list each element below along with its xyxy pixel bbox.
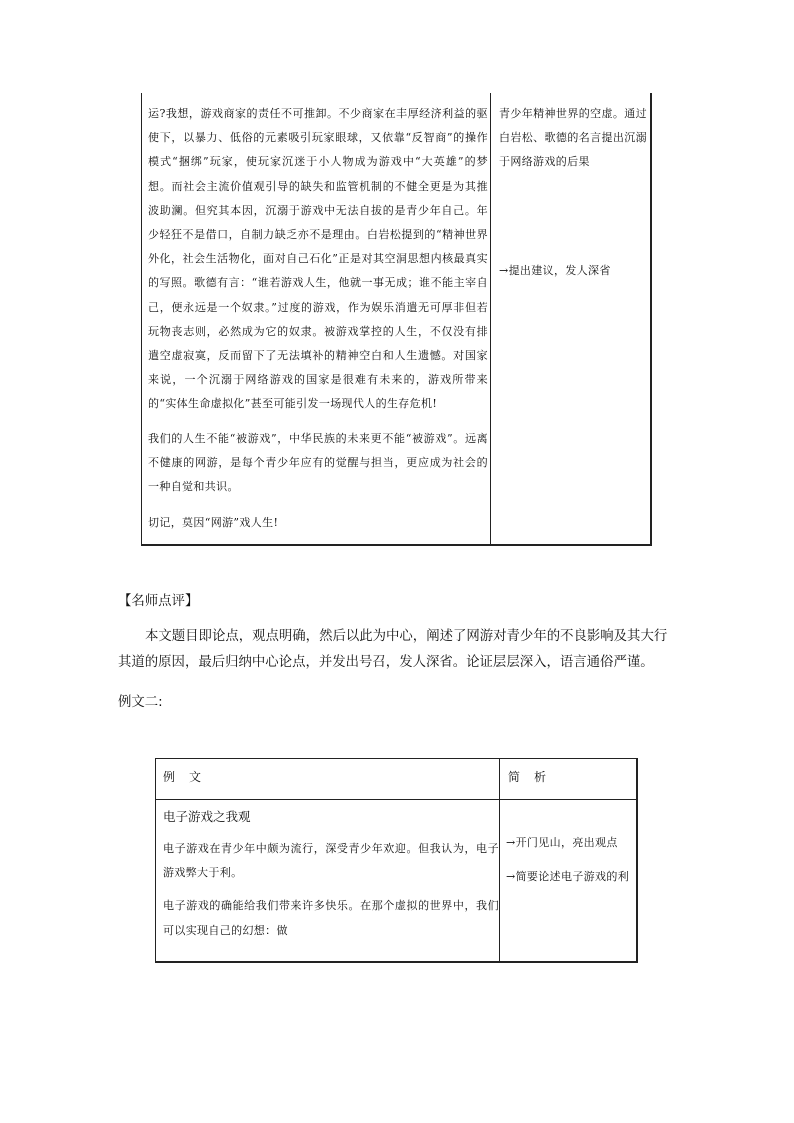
table-header-row bbox=[156, 759, 636, 800]
analysis-note: 青少年精神世界的空虚。通过白岩松、歌德的名言提出沉溺于网络游戏的后果 bbox=[499, 107, 647, 169]
essay-table-2 bbox=[155, 758, 638, 963]
essay-paragraph: 我们的人生不能“被游戏”，中华民族的未来更不能“被游戏”。远离不健康的网游，是每个青少年应有的觉醒与担当，更应成为社会的一种自觉和共识。 bbox=[148, 431, 488, 494]
analysis-note: →简要论述电子游戏的利 bbox=[506, 870, 630, 884]
section-title: 【名师点评】 bbox=[118, 594, 199, 609]
commentary-paragraph: 本文题目即论点，观点明确，然后以此为中心，阐述了网游对青少年的不良影响及其大行其道的原因，最后归纳中心论点，并发出号召，发人深省。论证层层深入，语言通俗严谨。 bbox=[118, 629, 668, 670]
essay-paragraph: 切记，莫因“网游”戏人生! bbox=[148, 516, 279, 530]
essay-paragraph: 运?我想，游戏商家的责任不可推卸。不少商家在丰厚经济利益的驱使下，以暴力、低俗的元素吸引玩家眼球，又依靠“反智商”的操作模式“捆绑”玩家，使玩家沉迷于小人物成为游戏中“大英雄”的梦想。而社会主流价值观引导的缺失和监管机制的不健全更是为其推波助澜。但究其本因，沉溺于游戏中无法自拔的是青少年自己。年少轻狂不是借口，自制力缺乏亦不是理由。白岩松提到的“精神世界外化，社会生活物化，面对自己石化”正是对其空洞思想内核最真实的写照。歌德有言：“谁若游戏人生，他就一事无成；谁不能主宰自己，便永远是一个奴隶。”过度的游戏，作为娱乐消遣无可厚非但若玩物丧志则，必然成为它的奴隶。被游戏掌控的人生，不仅没有排遣空虚寂寞，反而留下了无法填补的精神空白和人生遗憾。对国家来说，一个沉溺于网络游戏的国家是很难有未来的，游戏所带来的“实体生命虚拟化”甚至可能引发一场现代人的生存危机! bbox=[148, 107, 488, 411]
analysis-column bbox=[499, 102, 647, 277]
essay-text-column bbox=[163, 837, 499, 954]
analysis-note: →提出建议，发人深省 bbox=[499, 264, 611, 277]
essay-paragraph: 电子游戏在青少年中颇为流行，深受青少年欢迎。但我认为，电子游戏弊大于利。 bbox=[163, 842, 499, 880]
essay-title: 电子游戏之我观 bbox=[163, 809, 251, 824]
header-analysis: 简析 bbox=[508, 770, 561, 784]
column-divider bbox=[499, 759, 500, 961]
example-label: 例文二: bbox=[118, 695, 163, 710]
analysis-column bbox=[506, 831, 634, 900]
essay-text-column bbox=[148, 102, 488, 546]
header-example: 例文 bbox=[163, 770, 216, 784]
essay-paragraph: 电子游戏的确能给我们带来许多快乐。在那个虚拟的世界中，我们可以实现自己的幻想：做 bbox=[163, 899, 499, 937]
essay-table-1 bbox=[141, 93, 652, 546]
column-divider bbox=[490, 93, 491, 544]
analysis-note: →开门见山，亮出观点 bbox=[506, 836, 618, 849]
